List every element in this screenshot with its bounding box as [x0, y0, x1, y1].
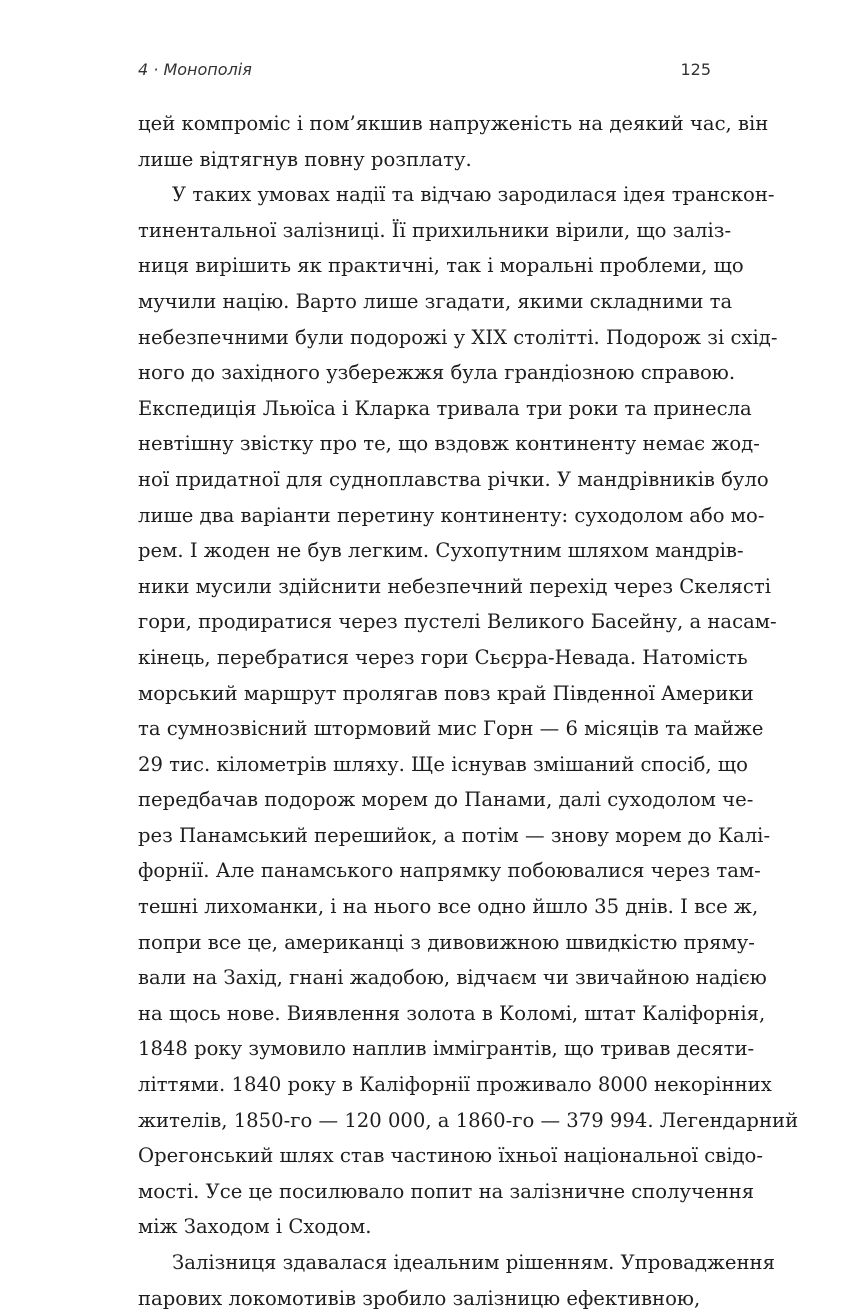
- paragraph: [138, 1245, 775, 1316]
- paragraph: [138, 177, 799, 1245]
- text-line: кінець, перебратися через гори Сьєрра-Невада. Натомість: [138, 645, 748, 669]
- text-line: передбачав подорож морем до Панами, далі суходолом че-: [138, 788, 754, 812]
- text-line: між Заходом і Сходом.: [138, 1215, 372, 1239]
- paragraph: [138, 106, 769, 177]
- text-line: попри все це, американці з дивовижною швидкістю пряму-: [138, 930, 755, 954]
- text-line: Орегонський шлях став частиною їхньої національної свідо-: [138, 1144, 763, 1168]
- text-line: рем. І жоден не був легким. Сухопутним шляхом мандрів-: [138, 539, 744, 563]
- text-line: Залізниця здавалася ідеальним рішенням. Упровадження: [172, 1251, 775, 1274]
- text-line: тешні лихоманки, і на нього все одно йшло 35 днів. І все ж,: [138, 895, 759, 919]
- text-line: 1848 року зумовило наплив іммігрантів, що тривав десяти-: [138, 1037, 755, 1061]
- text-line: У таких умовах надії та відчаю зародилася ідея транскон-: [172, 183, 775, 207]
- text-line: Експедиція Льюїса і Кларка тривала три роки та принесла: [138, 396, 752, 420]
- text-line: парових локомотивів зробило залізницю ефективною,: [138, 1286, 701, 1310]
- text-line: лише два варіанти перетину континенту: суходолом або мо-: [138, 503, 765, 527]
- text-line: рез Панамський перешийок, а потім — знову морем до Калі-: [138, 823, 771, 847]
- text-line: ного до західного узбережжя була грандіозною справою.: [138, 361, 736, 385]
- chapter-title: 4 · Монополія: [138, 60, 252, 79]
- text-line: тинентальної залізниці. Її прихильники вірили, що заліз-: [138, 218, 732, 242]
- text-line: ники мусили здійснити небезпечний перехід через Скелясті: [138, 574, 771, 598]
- text-line: цей компроміс і пом’якшив напруженість на деякий час, він: [138, 112, 769, 135]
- text-line: невтішну звістку про те, що вздовж континенту немає жод-: [138, 432, 760, 456]
- text-line: мості. Усе це посилювало попит на залізничне сполучення: [138, 1179, 755, 1203]
- running-head: [138, 60, 711, 86]
- text-line: на щось нове. Виявлення золота в Коломі, штат Каліфорнія,: [138, 1001, 766, 1025]
- text-line: вали на Захід, гнані жадобою, відчаєм чи звичайною надією: [138, 966, 767, 990]
- text-line: форнії. Але панамського напрямку побоювалися через там-: [138, 859, 761, 883]
- text-line: лише відтягнув повну розплату.: [138, 147, 472, 171]
- text-line: жителів, 1850-го — 120 000, а 1860-го — 379 994. Легендарний: [138, 1108, 799, 1132]
- text-line: небезпечними були подорожі у XIX столітті. Подорож зі схід-: [138, 325, 778, 349]
- text-line: та сумнозвісний штормовий мис Горн — 6 місяців та майже: [138, 717, 764, 741]
- text-line: ної придатної для судноплавства річки. У мандрівників було: [138, 467, 769, 491]
- text-line: мучили націю. Варто лише згадати, якими складними та: [138, 289, 733, 313]
- text-line: ниця вирішить як практичні, так і моральні проблеми, що: [138, 254, 744, 278]
- text-line: літтями. 1840 року в Каліфорнії проживало 8000 некорінних: [138, 1073, 772, 1097]
- text-line: гори, продиратися через пустелі Великого Басейну, а насам-: [138, 610, 777, 634]
- text-line: 29 тис. кілометрів шляху. Ще існував змішаний спосіб, що: [138, 752, 748, 776]
- text-line: морський маршрут пролягав повз край Південної Америки: [138, 681, 754, 705]
- page-number: 125: [680, 60, 711, 79]
- body-text: [138, 106, 799, 1316]
